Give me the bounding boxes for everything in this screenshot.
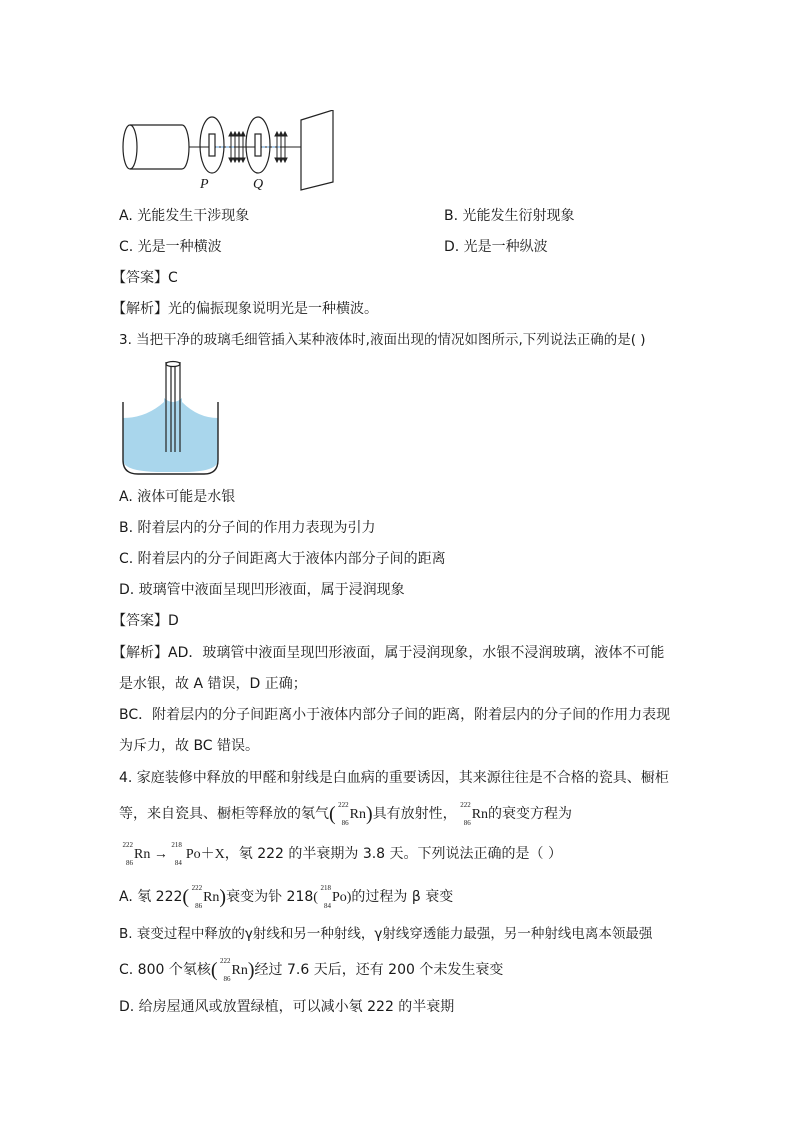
q2-answer: 【答案】C bbox=[112, 270, 178, 286]
polarizer-q bbox=[246, 117, 270, 173]
rn-222-nuclide: 222 86 Rn bbox=[338, 801, 367, 827]
q3-option-a: A. 液体可能是水银 bbox=[119, 489, 236, 505]
q3-analysis-line-1: 【解析】AD．玻璃管中液面呈现凹形液面，属于浸润现象，水银不浸润玻璃，液体不可能 bbox=[112, 645, 665, 661]
q4-option-a: A. 氡 222( 222 86 Rn)衰变为钋 218( 218 84 Po)的过程为 β 衰变 bbox=[119, 884, 454, 910]
q4-line-3: 222 86 Rn → 218 84 Po＋X，氡 222 的半衰期为 3.8 天。下列说法正确的是（ ） bbox=[119, 844, 562, 865]
polarization-figure bbox=[115, 110, 345, 192]
q3-option-b: B. 附着层内的分子间的作用力表现为引力 bbox=[119, 520, 376, 536]
vibration-arrows-q-screen bbox=[275, 132, 287, 162]
label-p: P bbox=[200, 177, 209, 192]
q3-answer: 【答案】D bbox=[112, 613, 179, 629]
q4-option-b: B. 衰变过程中释放的γ射线和另一种射线，γ射线穿透能力最强，另一种射线电离本领最强 bbox=[119, 926, 653, 942]
decay-equation-po: 218 84 Po＋X bbox=[171, 841, 225, 867]
capillary-figure bbox=[118, 360, 224, 478]
q3-analysis-line-2: 是水银，故 A 错误，D 正确； bbox=[119, 676, 307, 692]
q3-option-c: C. 附着层内的分子间距离大于液体内部分子间的距离 bbox=[119, 551, 446, 567]
q2-analysis: 【解析】光的偏振现象说明光是一种横波。 bbox=[112, 301, 378, 317]
q2-option-b: B. 光能发生衍射现象 bbox=[444, 208, 575, 224]
q3-question: 3. 当把干净的玻璃毛细管插入某种液体时,液面出现的情况如图所示,下列说法正确的是( ) bbox=[119, 332, 646, 348]
polarizer-p bbox=[200, 117, 224, 173]
q2-option-d: D. 光是一种纵波 bbox=[444, 239, 548, 255]
rn-222-nuclide: 222 86 Rn bbox=[460, 801, 489, 827]
q2-option-a: A. 光能发生干涉现象 bbox=[119, 208, 250, 224]
q3-option-d: D. 玻璃管中液面呈现凹形液面，属于浸润现象 bbox=[119, 582, 405, 598]
q4-line-2: 等，来自瓷具、橱柜等释放的氡气( 222 86 Rn)具有放射性， 222 86 Rn的衰变方程为 bbox=[119, 801, 573, 827]
q4-option-c: C. 800 个氡核( 222 86 Rn)经过 7.6 天后，还有 200 个未发生衰变 bbox=[119, 957, 504, 983]
q3-analysis-line-4: 为斥力，故 BC 错误。 bbox=[119, 738, 260, 754]
q3-analysis-line-3: BC．附着层内的分子间距离小于液体内部分子间的距离，附着层内的分子间的作用力表现 bbox=[119, 707, 671, 723]
q4-line-1: 4. 家庭装修中释放的甲醛和射线是白血病的重要诱因，其来源往往是不合格的瓷具、橱柜 bbox=[119, 770, 669, 786]
light-source-cylinder bbox=[123, 125, 189, 169]
q2-option-c: C. 光是一种横波 bbox=[119, 239, 222, 255]
screen bbox=[301, 110, 333, 190]
decay-equation-rn: 222 86 Rn bbox=[122, 841, 151, 867]
label-q: Q bbox=[253, 177, 264, 192]
q4-option-d: D. 给房屋通风或放置绿植，可以减小氡 222 的半衰期 bbox=[119, 999, 455, 1015]
